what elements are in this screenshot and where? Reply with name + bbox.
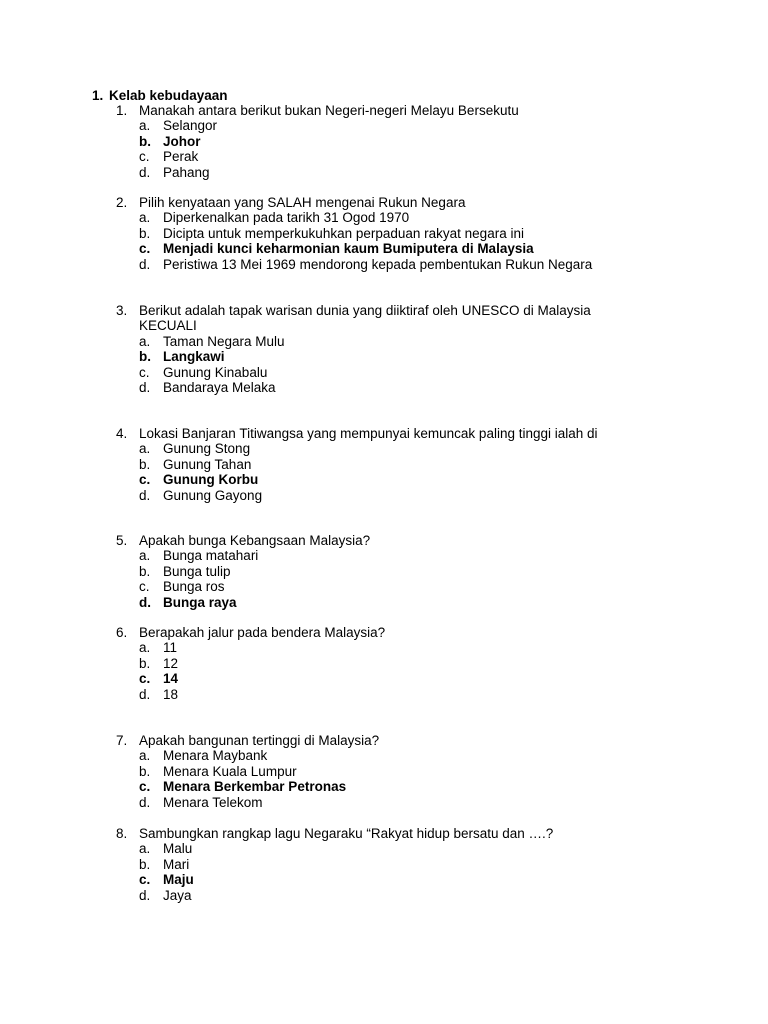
option-c-answer xyxy=(116,872,636,887)
option-letter: d. xyxy=(139,794,151,810)
option-letter: b. xyxy=(139,856,151,872)
option-text: Bunga ros xyxy=(163,579,225,595)
option-d xyxy=(116,687,636,702)
option-letter: a. xyxy=(139,210,151,226)
option-text: Menara Kuala Lumpur xyxy=(163,763,297,779)
option-letter: b. xyxy=(139,225,151,241)
section-title-text: Kelab kebudayaan xyxy=(109,88,228,103)
option-letter: d. xyxy=(139,594,151,610)
option-letter: a. xyxy=(139,333,151,349)
option-text: Perak xyxy=(163,149,199,165)
question-text: Manakah antara berikut bukan Negeri-negeri Melayu Bersekutu xyxy=(139,103,519,118)
option-letter: c. xyxy=(139,872,151,888)
option-letter: d. xyxy=(139,487,151,503)
option-list xyxy=(116,334,636,396)
option-letter: b. xyxy=(139,655,151,671)
option-letter: c. xyxy=(139,671,151,687)
option-text: Gunung Kinabalu xyxy=(163,364,268,380)
question-text: Lokasi Banjaran Titiwangsa yang mempunyai kemuncak paling tinggi ialah di xyxy=(139,426,598,441)
option-c-answer xyxy=(116,671,636,686)
option-text: Gunung Tahan xyxy=(163,456,252,472)
option-a xyxy=(116,210,636,225)
option-letter: c. xyxy=(139,579,150,595)
option-text: Gunung Gayong xyxy=(163,487,263,503)
option-a xyxy=(116,334,636,349)
option-letter: c. xyxy=(139,779,151,795)
option-letter: b. xyxy=(139,763,151,779)
option-text: Malu xyxy=(163,841,193,857)
option-letter: d. xyxy=(139,380,151,396)
option-d xyxy=(116,380,636,395)
question-text: Pilih kenyataan yang SALAH mengenai Rukun Negara xyxy=(139,195,466,210)
option-letter: d. xyxy=(139,256,151,272)
option-text: Gunung Korbu xyxy=(163,472,259,488)
option-text: Bandaraya Melaka xyxy=(163,380,276,396)
option-list xyxy=(116,548,636,610)
option-letter: b. xyxy=(139,133,151,149)
option-c-answer xyxy=(116,779,636,794)
option-a xyxy=(116,548,636,563)
option-text: Menjadi kunci keharmonian kaum Bumiputera di Malaysia xyxy=(163,241,534,257)
option-b xyxy=(116,226,636,241)
question-number: 3. xyxy=(116,303,128,318)
option-letter: b. xyxy=(139,456,151,472)
option-d xyxy=(116,165,636,180)
option-text: Menara Telekom xyxy=(163,794,263,810)
question-text: Apakah bangunan tertinggi di Malaysia? xyxy=(139,733,380,748)
option-list xyxy=(116,748,636,810)
question-3 xyxy=(116,303,636,395)
option-letter: a. xyxy=(139,548,151,564)
section-number: 1. xyxy=(92,88,104,103)
option-b xyxy=(116,457,636,472)
option-list xyxy=(116,640,636,702)
option-list xyxy=(116,118,636,180)
question-number: 8. xyxy=(116,826,128,841)
option-letter: a. xyxy=(139,640,151,656)
option-letter: c. xyxy=(139,149,150,165)
option-c xyxy=(116,579,636,594)
option-letter: d. xyxy=(139,887,151,903)
option-letter: c. xyxy=(139,472,151,488)
option-text: Selangor xyxy=(163,118,218,134)
question-2 xyxy=(116,195,636,272)
option-a xyxy=(116,841,636,856)
option-text: Peristiwa 13 Mei 1969 mendorong kepada pembentukan Rukun Negara xyxy=(163,256,593,272)
option-text: Bunga matahari xyxy=(163,548,259,564)
question-text: Berapakah jalur pada bendera Malaysia? xyxy=(139,625,386,640)
question-number: 7. xyxy=(116,733,128,748)
option-c xyxy=(116,365,636,380)
option-text: Maju xyxy=(163,872,194,888)
option-b-answer xyxy=(116,349,636,364)
option-d xyxy=(116,888,636,903)
option-text: Jaya xyxy=(163,887,192,903)
question-5 xyxy=(116,533,636,610)
option-letter: c. xyxy=(139,241,151,257)
option-b xyxy=(116,564,636,579)
question-6 xyxy=(116,625,636,702)
option-a xyxy=(116,748,636,763)
section-title xyxy=(92,88,228,104)
option-b xyxy=(116,656,636,671)
option-letter: a. xyxy=(139,118,151,134)
option-text: Bunga tulip xyxy=(163,563,231,579)
option-c-answer xyxy=(116,241,636,256)
option-c xyxy=(116,149,636,164)
option-text: Gunung Stong xyxy=(163,441,251,457)
option-letter: d. xyxy=(139,686,151,702)
option-c-answer xyxy=(116,472,636,487)
option-a xyxy=(116,441,636,456)
question-4 xyxy=(116,426,636,503)
question-8 xyxy=(116,826,636,903)
question-1 xyxy=(116,103,636,180)
question-number: 1. xyxy=(116,103,128,118)
option-b-answer xyxy=(116,134,636,149)
option-text: 12 xyxy=(163,655,179,671)
option-text: 11 xyxy=(163,640,178,656)
option-text: 18 xyxy=(163,686,179,702)
option-d xyxy=(116,488,636,503)
option-text: Menara Berkembar Petronas xyxy=(163,779,347,795)
question-text: Berikut adalah tapak warisan dunia yang diiktiraf oleh UNESCO di Malaysia KECUALI xyxy=(139,303,591,334)
option-d xyxy=(116,795,636,810)
option-a xyxy=(116,118,636,133)
option-a xyxy=(116,640,636,655)
option-list xyxy=(116,441,636,503)
option-text: Mari xyxy=(163,856,190,872)
option-text: Taman Negara Mulu xyxy=(163,333,285,349)
option-letter: a. xyxy=(139,841,151,857)
option-letter: a. xyxy=(139,748,151,764)
question-text: Apakah bunga Kebangsaan Malaysia? xyxy=(139,533,371,548)
option-text: Langkawi xyxy=(163,349,225,365)
option-letter: d. xyxy=(139,164,151,180)
option-b xyxy=(116,764,636,779)
question-number: 4. xyxy=(116,426,128,441)
option-letter: b. xyxy=(139,563,151,579)
option-d xyxy=(116,257,636,272)
option-text: Dicipta untuk memperkukuhkan perpaduan rakyat negara ini xyxy=(163,225,524,241)
option-text: Menara Maybank xyxy=(163,748,268,764)
option-b xyxy=(116,857,636,872)
question-number: 6. xyxy=(116,625,128,640)
option-text: Johor xyxy=(163,133,201,149)
option-text: Bunga raya xyxy=(163,594,237,610)
option-text: Pahang xyxy=(163,164,210,180)
option-letter: a. xyxy=(139,441,151,457)
option-text: Diperkenalkan pada tarikh 31 Ogod 1970 xyxy=(163,210,410,226)
question-number: 5. xyxy=(116,533,128,548)
option-list xyxy=(116,841,636,903)
option-letter: c. xyxy=(139,364,150,380)
question-7 xyxy=(116,733,636,810)
question-text: Sambungkan rangkap lagu Negaraku “Rakyat hidup bersatu dan ….? xyxy=(139,826,554,841)
option-text: 14 xyxy=(163,671,179,687)
option-list xyxy=(116,210,636,272)
option-d-answer xyxy=(116,595,636,610)
option-letter: b. xyxy=(139,349,151,365)
question-number: 2. xyxy=(116,195,128,210)
